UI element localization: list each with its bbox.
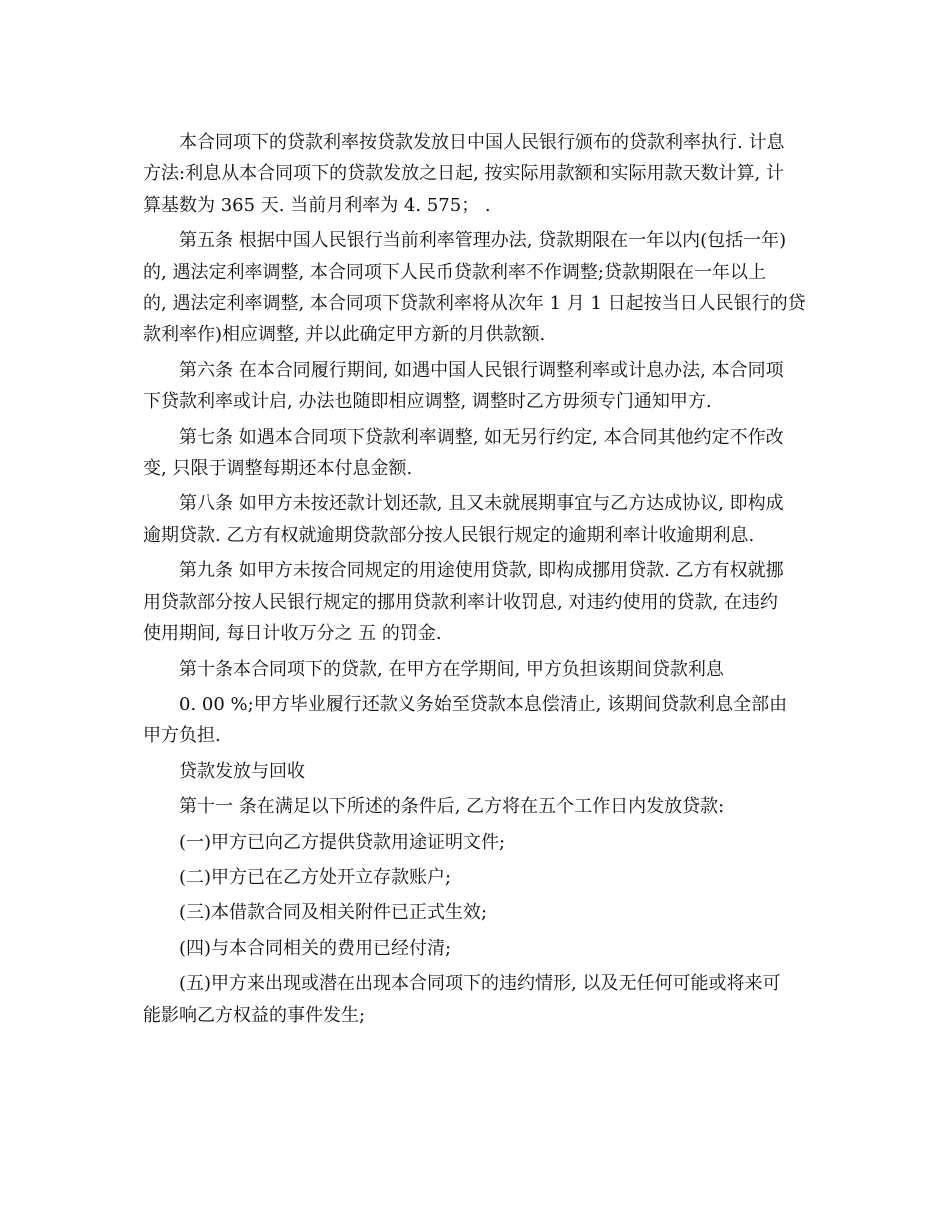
text-line: 第五条 根据中国人民银行当前利率管理办法, 贷款期限在一年以内(包括一年) — [179, 230, 787, 252]
text-line: 本合同项下的贷款利率按贷款发放日中国人民银行颁布的贷款利率执行. 计息 — [179, 132, 785, 153]
text-line: 使用期间, 每日计收万分之 五 的罚金. — [143, 623, 442, 645]
text-line: 第六条 在本合同履行期间, 如遇中国人民银行调整利率或计息办法, 本合同项 — [179, 359, 784, 381]
text-line: 第九条 如甲方未按合同规定的用途使用贷款, 即构成挪用贷款. 乙方有权就挪 — [179, 560, 784, 582]
condition-item-5 — [143, 968, 808, 1031]
paragraph-article-7 — [143, 422, 808, 485]
text-line: 用贷款部分按人民银行规定的挪用贷款利率计收罚息, 对违约使用的贷款, 在违约 — [143, 591, 778, 613]
text-line: 贷款发放与回收 — [179, 760, 305, 782]
paragraph-article-10-continued — [143, 689, 808, 752]
section-heading-loan-disbursement — [143, 756, 808, 787]
text-line: (五)甲方来出现或潜在出现本合同项下的违约情形, 以及无任何可能或将来可 — [179, 973, 781, 995]
text-line: 甲方负担. — [143, 725, 221, 747]
paragraph-article-5 — [143, 225, 808, 351]
text-line: 算基数为 365 天. 当前月利率为 4. 575； . — [143, 194, 491, 216]
condition-item-1: (一)甲方已向乙方提供贷款用途证明文件; — [179, 831, 506, 853]
paragraph-article-9 — [143, 555, 808, 649]
paragraph-article-11 — [143, 791, 808, 822]
text-line: 第七条 如遇本合同项下贷款利率调整, 如无另行约定, 本合同其他约定不作改 — [179, 426, 784, 448]
text-line: 第十条本合同项下的贷款, 在甲方在学期间, 甲方负担该期间贷款利息 — [179, 658, 724, 680]
text-line: 能影响乙方权益的事件发生; — [143, 1004, 366, 1026]
condition-item-4: (四)与本合同相关的费用已经付清; — [179, 937, 452, 959]
condition-item-3: (三)本借款合同及相关附件已正式生效; — [179, 902, 488, 924]
paragraph-article-10 — [143, 654, 808, 685]
text-line: 逾期贷款. 乙方有权就逾期贷款部分按人民银行规定的逾期利率计收逾期利息. — [143, 524, 755, 546]
text-line: 0. 00 %;甲方毕业履行还款义务始至贷款本息偿清止, 该期间贷款利息全部由 — [179, 693, 788, 715]
condition-item-2: (二)甲方已在乙方处开立存款账户; — [179, 866, 452, 888]
document-body — [143, 127, 808, 1035]
paragraph-interest-method — [143, 127, 808, 221]
text-line: 第八条 如甲方未按还款计划还款, 且又未就展期事宜与乙方达成协议, 即构成 — [179, 493, 784, 515]
text-line: 方法:利息从本合同项下的贷款发放之日起, 按实际用款额和实际用款天数计算, 计 — [143, 163, 784, 185]
paragraph-article-6 — [143, 355, 808, 418]
text-line: 的, 遇法定利率调整, 本合同项下贷款利率将从次年 1 月 1 日起按当日人民银行的贷 — [143, 293, 806, 315]
text-line: 第十一 条在满足以下所述的条件后, 乙方将在五个工作日内发放贷款: — [179, 796, 725, 818]
text-line: 的, 遇法定利率调整, 本合同项下人民币贷款利率不作调整;贷款期限在一年以上 — [143, 261, 766, 283]
text-line: 款利率作)相应调整, 并以此确定甲方新的月供款额. — [143, 324, 546, 346]
paragraph-article-8 — [143, 488, 808, 551]
text-line: 变, 只限于调整每期还本付息金额. — [143, 458, 413, 480]
text-line: 下贷款利率或计启, 办法也随即相应调整, 调整时乙方毋须专门通知甲方. — [143, 391, 712, 413]
